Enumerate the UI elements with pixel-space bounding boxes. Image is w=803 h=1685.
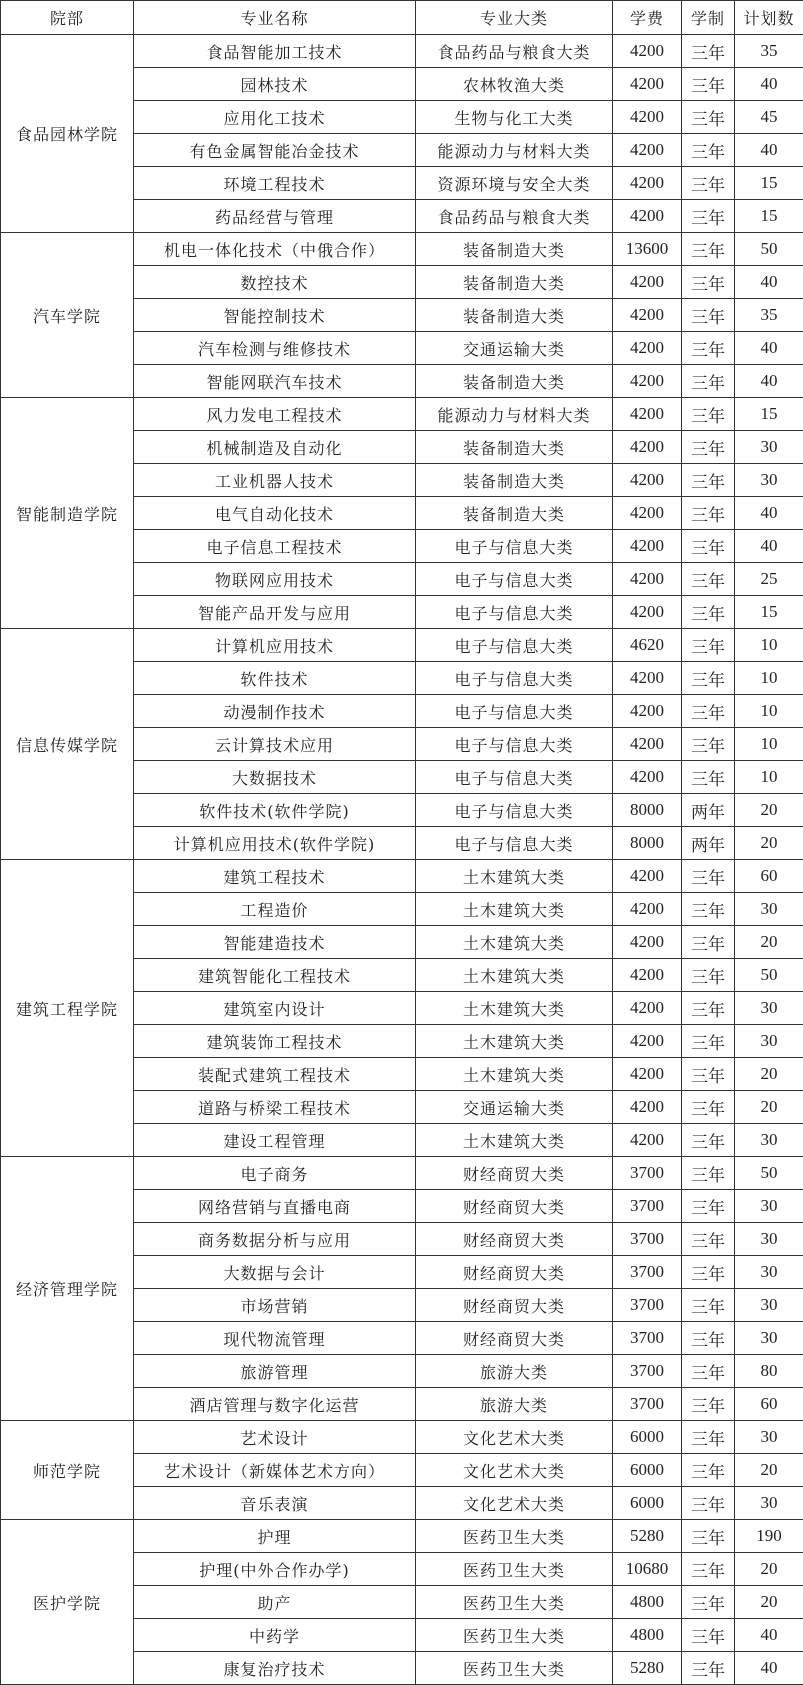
major-category-cell: 装备制造大类 — [416, 233, 613, 266]
major-category-cell: 电子与信息大类 — [416, 794, 613, 827]
duration-cell: 三年 — [682, 1256, 735, 1289]
duration-cell: 三年 — [682, 1124, 735, 1157]
major-name-cell: 大数据技术 — [134, 761, 416, 794]
duration-cell: 三年 — [682, 1190, 735, 1223]
major-category-cell: 农林牧渔大类 — [416, 68, 613, 101]
major-name-cell: 建筑室内设计 — [134, 992, 416, 1025]
plan-count-cell: 35 — [735, 35, 803, 68]
plan-count-cell: 20 — [735, 1091, 803, 1124]
duration-cell: 三年 — [682, 1520, 735, 1553]
plan-count-cell: 15 — [735, 596, 803, 629]
plan-count-cell: 30 — [735, 1487, 803, 1520]
plan-count-cell: 15 — [735, 200, 803, 233]
table-row — [1, 860, 803, 893]
major-category-cell: 旅游大类 — [416, 1355, 613, 1388]
major-name-cell: 工业机器人技术 — [134, 464, 416, 497]
duration-cell: 三年 — [682, 1454, 735, 1487]
tuition-cell: 10680 — [613, 1553, 682, 1586]
major-category-cell: 食品药品与粮食大类 — [416, 200, 613, 233]
major-name-cell: 艺术设计（新媒体艺术方向） — [134, 1454, 416, 1487]
plan-count-cell: 30 — [735, 992, 803, 1025]
major-category-cell: 文化艺术大类 — [416, 1487, 613, 1520]
table-row — [1, 233, 803, 266]
header-plan-count: 计划数 — [735, 1, 803, 35]
duration-cell: 三年 — [682, 1487, 735, 1520]
duration-cell: 三年 — [682, 266, 735, 299]
duration-cell: 三年 — [682, 1388, 735, 1421]
major-category-cell: 资源环境与安全大类 — [416, 167, 613, 200]
duration-cell: 三年 — [682, 1322, 735, 1355]
plan-count-cell: 15 — [735, 398, 803, 431]
major-category-cell: 生物与化工大类 — [416, 101, 613, 134]
plan-count-cell: 50 — [735, 233, 803, 266]
major-name-cell: 数控技术 — [134, 266, 416, 299]
major-category-cell: 电子与信息大类 — [416, 761, 613, 794]
tuition-cell: 4200 — [613, 530, 682, 563]
duration-cell: 三年 — [682, 761, 735, 794]
tuition-cell: 4200 — [613, 365, 682, 398]
plan-count-cell: 50 — [735, 959, 803, 992]
plan-count-cell: 40 — [735, 365, 803, 398]
major-name-cell: 计算机应用技术(软件学院) — [134, 827, 416, 860]
table-row — [1, 1421, 803, 1454]
major-category-cell: 医药卫生大类 — [416, 1586, 613, 1619]
major-name-cell: 音乐表演 — [134, 1487, 416, 1520]
tuition-cell: 3700 — [613, 1322, 682, 1355]
table-row — [1, 1520, 803, 1553]
major-category-cell: 食品药品与粮食大类 — [416, 35, 613, 68]
duration-cell: 三年 — [682, 1025, 735, 1058]
duration-cell: 三年 — [682, 299, 735, 332]
major-category-cell: 文化艺术大类 — [416, 1454, 613, 1487]
major-category-cell: 装备制造大类 — [416, 431, 613, 464]
tuition-cell: 4200 — [613, 101, 682, 134]
duration-cell: 三年 — [682, 101, 735, 134]
tuition-cell: 4200 — [613, 68, 682, 101]
plan-count-cell: 40 — [735, 530, 803, 563]
major-category-cell: 医药卫生大类 — [416, 1520, 613, 1553]
tuition-cell: 3700 — [613, 1256, 682, 1289]
tuition-cell: 4200 — [613, 431, 682, 464]
major-name-cell: 风力发电工程技术 — [134, 398, 416, 431]
plan-count-cell: 40 — [735, 332, 803, 365]
tuition-cell: 3700 — [613, 1388, 682, 1421]
tuition-cell: 4200 — [613, 761, 682, 794]
plan-count-cell: 40 — [735, 68, 803, 101]
major-name-cell: 动漫制作技术 — [134, 695, 416, 728]
major-name-cell: 电子商务 — [134, 1157, 416, 1190]
tuition-cell: 3700 — [613, 1223, 682, 1256]
major-category-cell: 装备制造大类 — [416, 497, 613, 530]
duration-cell: 两年 — [682, 827, 735, 860]
plan-count-cell: 40 — [735, 134, 803, 167]
tuition-cell: 6000 — [613, 1454, 682, 1487]
tuition-cell: 3700 — [613, 1355, 682, 1388]
tuition-cell: 6000 — [613, 1487, 682, 1520]
plan-count-cell: 10 — [735, 662, 803, 695]
major-category-cell: 土木建筑大类 — [416, 1025, 613, 1058]
college-cell: 信息传媒学院 — [1, 629, 134, 860]
plan-count-cell: 10 — [735, 695, 803, 728]
major-category-cell: 电子与信息大类 — [416, 695, 613, 728]
major-category-cell: 财经商贸大类 — [416, 1256, 613, 1289]
college-cell: 经济管理学院 — [1, 1157, 134, 1421]
duration-cell: 三年 — [682, 1586, 735, 1619]
major-category-cell: 财经商贸大类 — [416, 1322, 613, 1355]
duration-cell: 三年 — [682, 1652, 735, 1685]
duration-cell: 三年 — [682, 431, 735, 464]
major-name-cell: 软件技术(软件学院) — [134, 794, 416, 827]
major-name-cell: 药品经营与管理 — [134, 200, 416, 233]
tuition-cell: 4200 — [613, 992, 682, 1025]
tuition-cell: 4200 — [613, 596, 682, 629]
tuition-cell: 4200 — [613, 200, 682, 233]
tuition-cell: 4200 — [613, 167, 682, 200]
header-row — [1, 1, 803, 35]
duration-cell: 三年 — [682, 695, 735, 728]
tuition-cell: 4200 — [613, 695, 682, 728]
tuition-cell: 4200 — [613, 1091, 682, 1124]
major-category-cell: 土木建筑大类 — [416, 959, 613, 992]
plan-count-cell: 30 — [735, 1124, 803, 1157]
tuition-cell: 4200 — [613, 1058, 682, 1091]
plan-count-cell: 20 — [735, 827, 803, 860]
major-category-cell: 土木建筑大类 — [416, 893, 613, 926]
tuition-cell: 4200 — [613, 563, 682, 596]
duration-cell: 三年 — [682, 1091, 735, 1124]
major-name-cell: 助产 — [134, 1586, 416, 1619]
major-category-cell: 财经商贸大类 — [416, 1157, 613, 1190]
major-name-cell: 智能控制技术 — [134, 299, 416, 332]
major-name-cell: 有色金属智能冶金技术 — [134, 134, 416, 167]
major-name-cell: 康复治疗技术 — [134, 1652, 416, 1685]
tuition-cell: 4620 — [613, 629, 682, 662]
duration-cell: 三年 — [682, 167, 735, 200]
college-cell: 建筑工程学院 — [1, 860, 134, 1157]
plan-count-cell: 45 — [735, 101, 803, 134]
major-category-cell: 土木建筑大类 — [416, 1058, 613, 1091]
tuition-cell: 4200 — [613, 266, 682, 299]
plan-count-cell: 10 — [735, 761, 803, 794]
major-name-cell: 机电一体化技术（中俄合作） — [134, 233, 416, 266]
major-name-cell: 食品智能加工技术 — [134, 35, 416, 68]
duration-cell: 三年 — [682, 926, 735, 959]
plan-count-cell: 80 — [735, 1355, 803, 1388]
duration-cell: 三年 — [682, 497, 735, 530]
plan-count-cell: 20 — [735, 926, 803, 959]
duration-cell: 三年 — [682, 233, 735, 266]
plan-count-cell: 20 — [735, 1454, 803, 1487]
plan-count-cell: 30 — [735, 431, 803, 464]
header-major-category: 专业大类 — [416, 1, 613, 35]
college-cell: 师范学院 — [1, 1421, 134, 1520]
duration-cell: 三年 — [682, 200, 735, 233]
major-name-cell: 建设工程管理 — [134, 1124, 416, 1157]
major-name-cell: 商务数据分析与应用 — [134, 1223, 416, 1256]
major-name-cell: 酒店管理与数字化运营 — [134, 1388, 416, 1421]
major-category-cell: 电子与信息大类 — [416, 728, 613, 761]
duration-cell: 三年 — [682, 1421, 735, 1454]
plan-count-cell: 30 — [735, 1289, 803, 1322]
duration-cell: 三年 — [682, 1619, 735, 1652]
tuition-cell: 4200 — [613, 1025, 682, 1058]
major-name-cell: 电子信息工程技术 — [134, 530, 416, 563]
major-name-cell: 旅游管理 — [134, 1355, 416, 1388]
major-name-cell: 物联网应用技术 — [134, 563, 416, 596]
major-category-cell: 电子与信息大类 — [416, 662, 613, 695]
table-row — [1, 629, 803, 662]
duration-cell: 三年 — [682, 134, 735, 167]
plan-count-cell: 190 — [735, 1520, 803, 1553]
duration-cell: 三年 — [682, 365, 735, 398]
duration-cell: 三年 — [682, 662, 735, 695]
major-name-cell: 智能建造技术 — [134, 926, 416, 959]
tuition-cell: 13600 — [613, 233, 682, 266]
plan-count-cell: 30 — [735, 1190, 803, 1223]
plan-count-cell: 15 — [735, 167, 803, 200]
plan-count-cell: 35 — [735, 299, 803, 332]
major-category-cell: 旅游大类 — [416, 1388, 613, 1421]
major-category-cell: 装备制造大类 — [416, 299, 613, 332]
major-category-cell: 医药卫生大类 — [416, 1652, 613, 1685]
tuition-cell: 4200 — [613, 398, 682, 431]
major-name-cell: 应用化工技术 — [134, 101, 416, 134]
tuition-cell: 4200 — [613, 662, 682, 695]
major-category-cell: 装备制造大类 — [416, 464, 613, 497]
duration-cell: 三年 — [682, 1553, 735, 1586]
table-row — [1, 398, 803, 431]
major-name-cell: 中药学 — [134, 1619, 416, 1652]
major-name-cell: 网络营销与直播电商 — [134, 1190, 416, 1223]
duration-cell: 三年 — [682, 563, 735, 596]
major-category-cell: 能源动力与材料大类 — [416, 134, 613, 167]
duration-cell: 三年 — [682, 728, 735, 761]
major-name-cell: 工程造价 — [134, 893, 416, 926]
tuition-cell: 3700 — [613, 1190, 682, 1223]
major-name-cell: 园林技术 — [134, 68, 416, 101]
table-row — [1, 35, 803, 68]
duration-cell: 三年 — [682, 1058, 735, 1091]
plan-count-cell: 60 — [735, 1388, 803, 1421]
plan-count-cell: 30 — [735, 464, 803, 497]
major-category-cell: 电子与信息大类 — [416, 827, 613, 860]
tuition-cell: 4200 — [613, 497, 682, 530]
major-category-cell: 文化艺术大类 — [416, 1421, 613, 1454]
plan-count-cell: 30 — [735, 1256, 803, 1289]
college-cell: 食品园林学院 — [1, 35, 134, 233]
major-category-cell: 电子与信息大类 — [416, 530, 613, 563]
plan-count-cell: 40 — [735, 1652, 803, 1685]
plan-count-cell: 10 — [735, 629, 803, 662]
major-name-cell: 智能产品开发与应用 — [134, 596, 416, 629]
major-name-cell: 护理 — [134, 1520, 416, 1553]
tuition-cell: 4200 — [613, 134, 682, 167]
plan-count-cell: 20 — [735, 1586, 803, 1619]
tuition-cell: 4200 — [613, 926, 682, 959]
duration-cell: 三年 — [682, 1355, 735, 1388]
major-name-cell: 建筑智能化工程技术 — [134, 959, 416, 992]
major-name-cell: 现代物流管理 — [134, 1322, 416, 1355]
major-name-cell: 市场营销 — [134, 1289, 416, 1322]
duration-cell: 三年 — [682, 860, 735, 893]
table-body — [1, 35, 803, 1685]
duration-cell: 三年 — [682, 1223, 735, 1256]
duration-cell: 三年 — [682, 959, 735, 992]
plan-count-cell: 30 — [735, 893, 803, 926]
major-category-cell: 交通运输大类 — [416, 1091, 613, 1124]
duration-cell: 三年 — [682, 629, 735, 662]
major-name-cell: 建筑工程技术 — [134, 860, 416, 893]
duration-cell: 三年 — [682, 464, 735, 497]
header-major-name: 专业名称 — [134, 1, 416, 35]
tuition-cell: 4200 — [613, 299, 682, 332]
duration-cell: 三年 — [682, 398, 735, 431]
plan-count-cell: 30 — [735, 1025, 803, 1058]
plan-count-cell: 40 — [735, 1619, 803, 1652]
college-cell: 医护学院 — [1, 1520, 134, 1685]
tuition-cell: 4800 — [613, 1586, 682, 1619]
plan-count-cell: 30 — [735, 1421, 803, 1454]
tuition-cell: 3700 — [613, 1289, 682, 1322]
plan-count-cell: 40 — [735, 266, 803, 299]
major-category-cell: 土木建筑大类 — [416, 992, 613, 1025]
tuition-cell: 4200 — [613, 1124, 682, 1157]
plan-count-cell: 30 — [735, 1223, 803, 1256]
duration-cell: 三年 — [682, 1289, 735, 1322]
header-tuition: 学费 — [613, 1, 682, 35]
tuition-cell: 4800 — [613, 1619, 682, 1652]
tuition-cell: 4200 — [613, 464, 682, 497]
major-category-cell: 土木建筑大类 — [416, 860, 613, 893]
duration-cell: 三年 — [682, 992, 735, 1025]
major-category-cell: 交通运输大类 — [416, 332, 613, 365]
plan-count-cell: 20 — [735, 794, 803, 827]
duration-cell: 三年 — [682, 596, 735, 629]
tuition-cell: 4200 — [613, 728, 682, 761]
tuition-cell: 3700 — [613, 1157, 682, 1190]
table-row — [1, 1157, 803, 1190]
major-category-cell: 土木建筑大类 — [416, 926, 613, 959]
tuition-cell: 6000 — [613, 1421, 682, 1454]
major-name-cell: 艺术设计 — [134, 1421, 416, 1454]
tuition-cell: 5280 — [613, 1652, 682, 1685]
major-category-cell: 财经商贸大类 — [416, 1289, 613, 1322]
duration-cell: 三年 — [682, 530, 735, 563]
major-name-cell: 汽车检测与维修技术 — [134, 332, 416, 365]
plan-count-cell: 10 — [735, 728, 803, 761]
tuition-cell: 4200 — [613, 35, 682, 68]
duration-cell: 三年 — [682, 1157, 735, 1190]
header-duration: 学制 — [682, 1, 735, 35]
tuition-cell: 5280 — [613, 1520, 682, 1553]
plan-count-cell: 60 — [735, 860, 803, 893]
tuition-cell: 4200 — [613, 959, 682, 992]
major-name-cell: 环境工程技术 — [134, 167, 416, 200]
major-name-cell: 软件技术 — [134, 662, 416, 695]
duration-cell: 三年 — [682, 68, 735, 101]
major-category-cell: 土木建筑大类 — [416, 1124, 613, 1157]
major-category-cell: 能源动力与材料大类 — [416, 398, 613, 431]
major-category-cell: 电子与信息大类 — [416, 596, 613, 629]
major-category-cell: 电子与信息大类 — [416, 629, 613, 662]
tuition-cell: 8000 — [613, 827, 682, 860]
plan-count-cell: 50 — [735, 1157, 803, 1190]
plan-count-cell: 20 — [735, 1058, 803, 1091]
duration-cell: 三年 — [682, 35, 735, 68]
duration-cell: 三年 — [682, 332, 735, 365]
major-name-cell: 大数据与会计 — [134, 1256, 416, 1289]
major-name-cell: 电气自动化技术 — [134, 497, 416, 530]
major-category-cell: 医药卫生大类 — [416, 1553, 613, 1586]
plan-count-cell: 30 — [735, 1322, 803, 1355]
major-name-cell: 机械制造及自动化 — [134, 431, 416, 464]
college-cell: 汽车学院 — [1, 233, 134, 398]
major-name-cell: 道路与桥梁工程技术 — [134, 1091, 416, 1124]
major-name-cell: 智能网联汽车技术 — [134, 365, 416, 398]
major-name-cell: 装配式建筑工程技术 — [134, 1058, 416, 1091]
major-category-cell: 医药卫生大类 — [416, 1619, 613, 1652]
major-category-cell: 财经商贸大类 — [416, 1223, 613, 1256]
college-cell: 智能制造学院 — [1, 398, 134, 629]
duration-cell: 三年 — [682, 893, 735, 926]
tuition-cell: 8000 — [613, 794, 682, 827]
major-category-cell: 装备制造大类 — [416, 365, 613, 398]
header-college: 院部 — [1, 1, 134, 35]
tuition-cell: 4200 — [613, 332, 682, 365]
tuition-cell: 4200 — [613, 860, 682, 893]
major-name-cell: 护理(中外合作办学) — [134, 1553, 416, 1586]
major-category-cell: 电子与信息大类 — [416, 563, 613, 596]
major-category-cell: 装备制造大类 — [416, 266, 613, 299]
plan-count-cell: 40 — [735, 497, 803, 530]
major-category-cell: 财经商贸大类 — [416, 1190, 613, 1223]
major-name-cell: 建筑装饰工程技术 — [134, 1025, 416, 1058]
major-name-cell: 云计算技术应用 — [134, 728, 416, 761]
plan-count-cell: 25 — [735, 563, 803, 596]
tuition-cell: 4200 — [613, 893, 682, 926]
major-name-cell: 计算机应用技术 — [134, 629, 416, 662]
plan-count-cell: 20 — [735, 1553, 803, 1586]
duration-cell: 两年 — [682, 794, 735, 827]
